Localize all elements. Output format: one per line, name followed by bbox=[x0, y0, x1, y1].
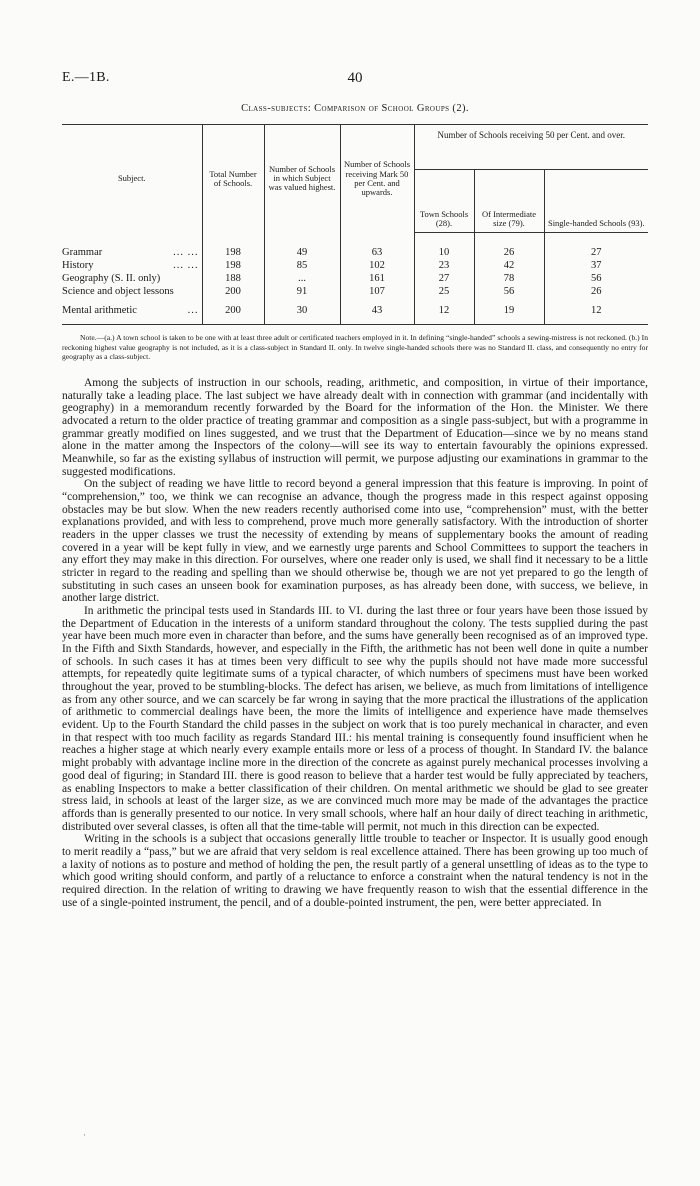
cell-intermediate: 42 bbox=[474, 260, 544, 273]
cell-intermediate: 26 bbox=[474, 247, 544, 260]
header-single: Single-handed Schools (93). bbox=[544, 170, 648, 233]
header-town: Town Schools (28). bbox=[414, 170, 474, 233]
header-mark: Number of Schools receiving Mark 50 per Cent. and upwards. bbox=[340, 125, 414, 233]
leader-dots: ... ... bbox=[173, 260, 199, 271]
header-highest: Number of Schools in which Subject was valued highest. bbox=[264, 125, 340, 233]
table-row bbox=[62, 247, 648, 260]
cell-highest: 30 bbox=[264, 299, 340, 325]
row-subject: Mental arithmetic bbox=[62, 305, 137, 316]
row-subject: Science and object lessons bbox=[62, 286, 174, 297]
cell-single: 56 bbox=[544, 273, 648, 286]
cell-town: 23 bbox=[414, 260, 474, 273]
paragraph-writing: Writing in the schools is a subject that occasions generally little trouble to teacher or Inspector. It is usually good enough to merit readily a “pass,” but we are afraid that very seldom is real excellence attained. There has been growing up too much of a laxity of notions as to posture and method of holding the pen, the result partly of a general unsettling of ideas as to the type to which good writing should conform, and partly of a reluctance to enforce a constraint when the natural tendency is not in the required direction. In the relation of writing to drawing we have frequently reason to wish that the essential difference in the use of a single-pointed instrument, the pencil, and of a double-pointed instrument, the pen, were better appreciated. In bbox=[62, 833, 648, 909]
cell-single: 12 bbox=[544, 299, 648, 325]
table-footnote: Note.—(a.) A town school is taken to be one with at least three adult or certificated teachers employed in it. In defining “single-handed” schools a sewing-mistress is not reckoned. (b.) In reckoning highest value geography is not included, as it is a class-subject in Standard II. only. In twelve single-handed schools there was no Standard II. class, and consequently no entry for geography as a class-subject. bbox=[62, 333, 648, 362]
leader-dots: ... bbox=[187, 305, 199, 316]
cell-mark: 161 bbox=[340, 273, 414, 286]
cell-single: 27 bbox=[544, 247, 648, 260]
cell-intermediate: 19 bbox=[474, 299, 544, 325]
cell-highest: 91 bbox=[264, 286, 340, 299]
class-subjects-table bbox=[62, 124, 648, 325]
cell-mark: 107 bbox=[340, 286, 414, 299]
table-title: Class-subjects: Comparison of School Groups (2). bbox=[241, 103, 469, 114]
cell-mark: 63 bbox=[340, 247, 414, 260]
paragraph-reading: On the subject of reading we have little to record beyond a general impression that this feature is improving. In point of “comprehension,” too, we think we can recognise an advance, though the progress made in this respect against opposing obstacles may be but slow. When the new readers recently authorised come into use, “comprehension” must, with the better explanations provided, and with less to comprehend, prove much more generally satisfactory. With the introduction of shorter readers in the upper classes we trust the necessity of extending by means of supplementary books the amount of reading covered in a year will be kept fully in view, and we earnestly urge parents and School Committees to support the teachers in any effort they may make in this direction. For ourselves, where one reader only is used, we shall find it necessary to be a little stricter in regard to the reading and spelling than we should otherwise be, though we are not yet prepared to go the length of substituting in such cases an unseen book for examination purposes, as has already been done, with success, we believe, in another large district. bbox=[62, 478, 648, 605]
leader-dots: ... ... bbox=[173, 247, 199, 258]
report-body bbox=[62, 377, 648, 909]
cell-highest: ... bbox=[264, 273, 340, 286]
header-intermediate: Of Intermediate size (79). bbox=[474, 170, 544, 233]
table-row bbox=[62, 273, 648, 286]
page-header bbox=[62, 70, 648, 90]
cell-single: 26 bbox=[544, 286, 648, 299]
cell-intermediate: 56 bbox=[474, 286, 544, 299]
row-subject: Grammar bbox=[62, 247, 103, 258]
cell-town: 10 bbox=[414, 247, 474, 260]
stray-mark: · bbox=[83, 1130, 86, 1140]
cell-mark: 102 bbox=[340, 260, 414, 273]
cell-intermediate: 78 bbox=[474, 273, 544, 286]
paragraph-arithmetic: In arithmetic the principal tests used in Standards III. to VI. during the last three or four years have been those issued by the Department of Education in the interests of a uniform standard throughout the colony. The tests supplied during the past year have been much more even in character than before, and the sums have generally been recognised as of an improved type. In the Fifth and Sixth Standards, however, and especially in the Fifth, the arithmetic has not been well done in quite a number of schools. In such cases it has at times been very difficult to see why the pupils should not have made more successful attempts, for repeatedly quite legitimate sums of a typical character, of which numbers of specimens must have been worked throughout the year, proved to be stumbling-blocks. The defect has arisen, we believe, as much from limitations of intelligence as from any other source, and we can scarcely be far wrong in saying that the more practical the illustrations of the application of arithmetic to commercial dealings have been, the more the limits of intelligence and experience have made themselves evident. Up to the Fourth Standard the child passes in the subject on work that is too purely mechanical in character, and even in that respect with too much facility as regards Standard III.: his mental training is consequently found insufficient when he reaches a higher stage at which nearly every example entails more or less of a process of thought. In Standard IV. the balance might probably with advantage incline more in the direction of the concrete as against purely mechanical processes involving a good deal of figuring; in Standard III. there is good reason to believe that a harder test would be fully appreciated by teachers, as enabling Inspectors to make a better classification of their children. On mental arithmetic we should be glad to see greater stress laid, in schools at least of the larger size, as we are convinced much more may be made of the advantages the practice affords than is generally presented to our notice. In very small schools, where half an hour daily of direct teaching in arithmetic, distributed over several classes, is often all that the time-table will permit, not much in this direction can be expected. bbox=[62, 605, 648, 833]
header-group: Number of Schools receiving 50 per Cent. and over. bbox=[414, 125, 648, 170]
cell-highest: 85 bbox=[264, 260, 340, 273]
row-subject: Geography (S. II. only) bbox=[62, 273, 161, 284]
document-reference: E.—1B. bbox=[62, 70, 110, 85]
paragraph-composition: Among the subjects of instruction in our schools, reading, arithmetic, and composition, in virtue of their importance, naturally take a leading place. The last subject we have already dealt with in connection with grammar (and incidentally with geography) in a memorandum recently forwarded by the Board for the information of the Hon. the Minister. We there advocated a return to the older practice of treating grammar and composition as a single pass-subject, but with a programme in grammar greatly modified on lines suggested, and we trust that the Department of Education—since we by no means stand alone in the matter among the Inspectors of the colony—will see its way to entertain favourably the opinions expressed. Meanwhile, so far as the existing syllabus of instruction will permit, we purpose adjusting our examinations in grammar to the suggested modifications. bbox=[62, 377, 648, 478]
cell-single: 37 bbox=[544, 260, 648, 273]
cell-town: 12 bbox=[414, 299, 474, 325]
cell-highest: 49 bbox=[264, 247, 340, 260]
cell-total: 200 bbox=[202, 286, 264, 299]
header-total: Total Number of Schools. bbox=[202, 125, 264, 233]
page-number: 40 bbox=[347, 70, 363, 86]
cell-total: 198 bbox=[202, 247, 264, 260]
cell-mark: 43 bbox=[340, 299, 414, 325]
row-subject: History bbox=[62, 260, 94, 271]
header-subject: Subject. bbox=[62, 125, 202, 233]
cell-total: 198 bbox=[202, 260, 264, 273]
cell-town: 25 bbox=[414, 286, 474, 299]
cell-total: 188 bbox=[202, 273, 264, 286]
cell-town: 27 bbox=[414, 273, 474, 286]
cell-total: 200 bbox=[202, 299, 264, 325]
table-row bbox=[62, 286, 648, 299]
table-row bbox=[62, 299, 648, 325]
table-row bbox=[62, 260, 648, 273]
